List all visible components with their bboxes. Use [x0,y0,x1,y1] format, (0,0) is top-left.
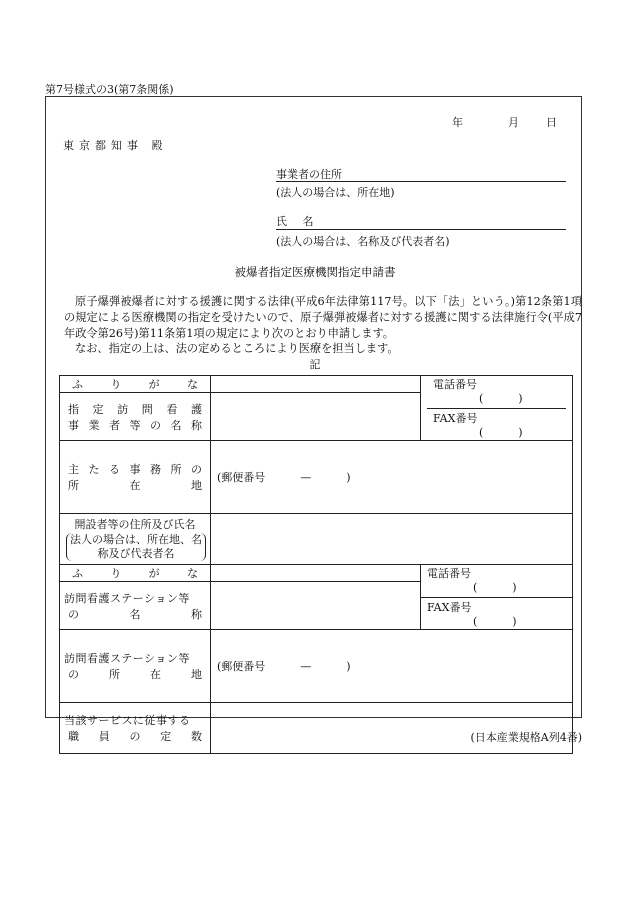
footer-paper-size: (日本産業規格A列4番) [470,731,582,744]
addressee: 東京都知事 殿 [63,139,168,152]
founder-input[interactable] [211,514,573,565]
station-address-input[interactable] [211,630,573,703]
operator-name-input[interactable] [211,393,421,441]
operator-name-label: 指 定 訪 問 看 護 事 業 者 等 の 名 称 [60,393,211,441]
fax-label-1: FAX番号 [433,412,478,425]
furigana-label-2: ふ り が な [60,565,211,582]
staff-count-label: 当該サービスに従事する 職 員 の 定 数 [60,703,211,754]
phone-label-2: 電話番号 [427,567,471,580]
fax-input-2[interactable]: ( ) [473,615,517,628]
applicant-name-label: 氏 名 [276,215,320,228]
station-name-label: 訪問看護ステーション等 の 名 称 [60,582,211,630]
applicant-address-note: (法人の場合は、所在地) [276,186,395,199]
furigana-label-1: ふ り が な [60,376,211,393]
document-title: 被爆者指定医療機関指定申請書 [234,265,396,279]
station-name-input[interactable] [211,582,421,630]
applicant-address-label: 事業者の住所 [276,168,342,181]
form-number-label: 第7号様式の3(第7条関係) [45,83,174,96]
furigana-input-1[interactable] [211,376,421,393]
phone-label-1: 電話番号 [433,378,477,391]
founder-note: 法人の場合は、所在地、名称及び代表者名 [66,533,206,561]
ki-heading: 記 [309,358,321,371]
station-zip: (郵便番号 — ) [217,660,351,673]
date-day-label: 日 [546,116,557,129]
date-year-label: 年 [452,116,463,129]
staff-count-input[interactable] [211,703,573,754]
applicant-address-line[interactable] [276,181,566,182]
fax-label-2: FAX番号 [427,601,472,614]
body-paragraph-1: 原子爆弾被爆者に対する援護に関する法律(平成6年法律第117号。以下「法」という。)第12条第1項の規定による医療機関の指定を受けたいので、原子爆弾被爆者に対する援護に関する法律施行令(平成7年政令第26号)第11条第1項の規定により次のとおり申請します。 [64,295,582,340]
main-office-zip: (郵便番号 — ) [217,471,351,484]
applicant-name-line[interactable] [276,229,566,230]
main-office-label: 主 た る 事 務 所 の 所 在 地 [60,441,211,514]
main-office-address-input[interactable] [211,441,573,514]
station-address-label: 訪問看護ステーション等 の 所 在 地 [60,630,211,703]
phone-input-2[interactable]: ( ) [473,581,517,594]
body-paragraph-2: なお、指定の上は、法の定めるところにより医療を担当します。 [75,342,399,355]
date-month-label: 月 [508,116,519,129]
phone-fax-cell-2 [421,565,573,630]
founder-label: 開設者等の住所及び氏名 法人の場合は、所在地、名称及び代表者名 [60,514,211,565]
fax-input-1[interactable]: ( ) [479,426,523,439]
application-table [59,375,573,754]
furigana-input-2[interactable] [211,565,421,582]
phone-fax-cell-1 [421,376,573,441]
phone-input-1[interactable]: ( ) [479,392,523,405]
applicant-name-note: (法人の場合は、名称及び代表者名) [276,235,450,248]
